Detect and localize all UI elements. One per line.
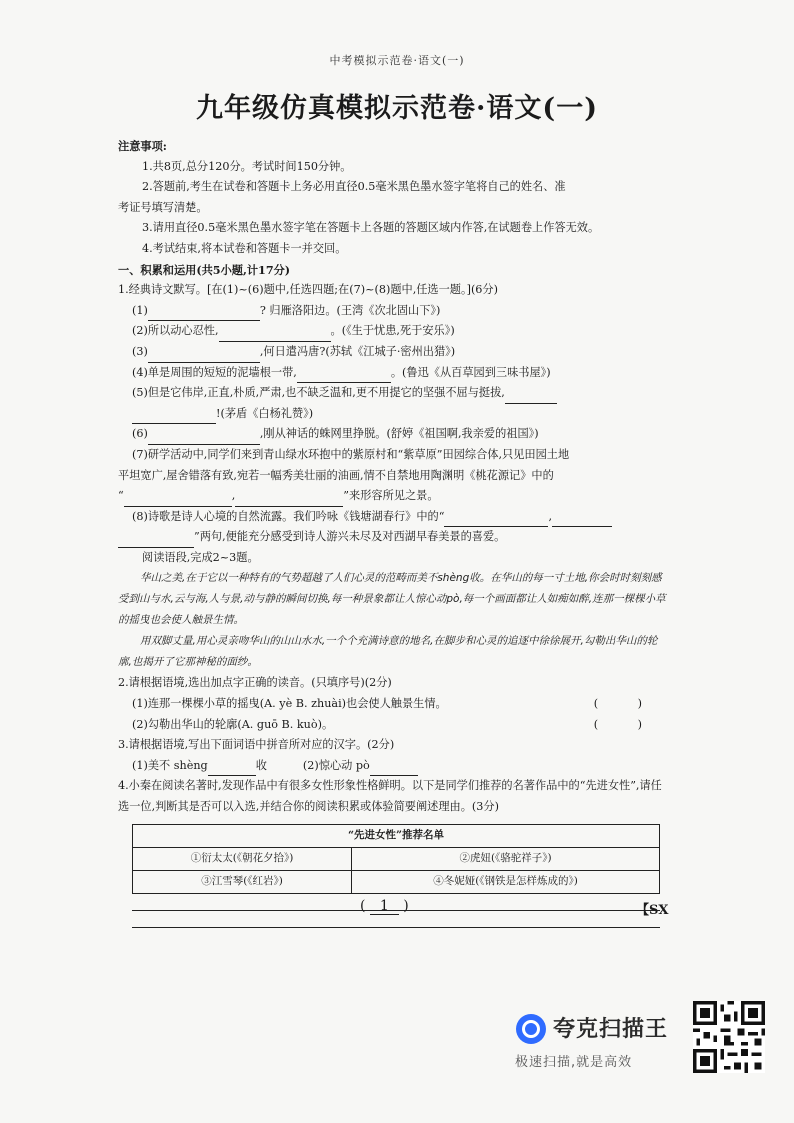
table-title: “先进女性”推荐名单 xyxy=(133,824,660,847)
answer-blank[interactable] xyxy=(552,513,612,527)
answer-blank[interactable] xyxy=(118,534,194,548)
q3-items: (1)美不 shèng 收 (2)惊心动 pò xyxy=(118,756,666,777)
notice-heading: 注意事项: xyxy=(118,139,167,153)
answer-blank[interactable] xyxy=(208,762,256,776)
answer-blank[interactable] xyxy=(444,513,548,527)
notice-item: 3.请用直径0.5毫米黑色墨水签字笔在答题卡上各题的答题区域内作答,在试题卷上作答无效。 xyxy=(142,221,600,235)
q1-item: (6) ,刚从神话的蛛网里挣脱。(舒婷《祖国啊,我亲爱的祖国》) xyxy=(118,424,666,445)
q1-item: (7)研学活动中,同学们来到青山绿水环抱中的紫原村和“紫草原”田园综合体,只见田园土地 xyxy=(132,447,570,461)
answer-blank[interactable] xyxy=(132,410,216,424)
question-3-stem: 3.请根据语境,写出下面词语中拼音所对应的汉字。(2分) xyxy=(118,738,395,752)
reading-passage: 华山之美,在于它以一种特有的气势超越了人们心灵的范畴而美不shèng收。在华山的每一寸土地,你会时时刻刻感受到山与水,云与海,人与景,动与静的瞬间切换,每一种景象都让人惊心动pò,每一个画面都让人如痴如醉,连那一棵棵小草的摇曳也会使人触景生情。 xyxy=(118,572,666,627)
answer-paren[interactable]: ( ) xyxy=(593,697,660,711)
q1-item: (8)诗歌是诗人心境的自然流露。我们吟咏《钱塘湖春行》中的“ , xyxy=(118,507,666,528)
paper-code: 【SX xyxy=(636,903,669,918)
notice-item: 1.共8页,总分120分。考试时间150分钟。 xyxy=(142,159,352,173)
qr-code-icon xyxy=(693,1001,765,1073)
question-1-stem: 1.经典诗文默写。[在(1)~(6)题中,任选四题;在(7)~(8)题中,任选一题。](6分) xyxy=(118,283,498,297)
answer-blank[interactable] xyxy=(148,307,260,321)
watermark-name: 夸克扫描王 xyxy=(553,1017,669,1042)
q1-item: ”两句,便能充分感受到诗人游兴未尽及对西湖早春美景的喜爱。 xyxy=(118,527,666,548)
answer-blank[interactable] xyxy=(370,762,418,776)
answer-paren[interactable]: ( ) xyxy=(593,717,660,731)
answer-blank[interactable] xyxy=(148,349,260,363)
quark-logo-icon xyxy=(516,1014,546,1044)
answer-blank[interactable] xyxy=(235,493,343,507)
q2-item: (2)勾勒出华山的轮廓(A. guō B. kuò)。 ( ) xyxy=(118,715,666,736)
answer-blank[interactable] xyxy=(148,431,260,445)
question-2-stem: 2.请根据语境,选出加点字正确的读音。(只填序号)(2分) xyxy=(118,676,392,690)
running-header: 中考模拟示范卷·语文(一) xyxy=(329,54,465,67)
section-heading: 一、积累和运用(共5小题,计17分) xyxy=(118,262,291,277)
q2-item: (1)连那一棵棵小草的摇曳(A. yè B. zhuài)也会使人触景生情。 ( ) xyxy=(118,694,666,715)
table-cell: ②虎妞(《骆驼祥子》) xyxy=(352,847,660,870)
q1-item: (2)所以动心忍性, 。(《生于忧患,死于安乐》) xyxy=(118,321,666,342)
table-cell: ③江雪琴(《红岩》) xyxy=(133,870,352,893)
notice-item: 考证号填写清楚。 xyxy=(118,200,208,214)
reading-intro: 阅读语段,完成2~3题。 xyxy=(142,550,259,564)
table-cell: ④冬妮娅(《钢铁是怎样炼成的》) xyxy=(352,870,660,893)
page-number: ( 1 ) xyxy=(360,898,409,914)
reading-passage: 用双脚丈量,用心灵亲吻华山的山山水水,一个个充满诗意的地名,在脚步和心灵的追逐中徐徐展开,勾勒出华山的轮廓,也揭开了它那神秘的面纱。 xyxy=(118,635,658,669)
q1-item: “ , ”来形容所见之景。 xyxy=(118,486,666,507)
q1-item: (3) ,何日遣冯唐?(苏轼《江城子·密州出猎》) xyxy=(118,342,666,363)
answer-blank[interactable] xyxy=(124,493,232,507)
page-title: 九年级仿真模拟示范卷·语文(一) xyxy=(196,93,598,124)
answer-blank[interactable] xyxy=(505,390,557,404)
table-cell: ①衍太太(《朝花夕拾》) xyxy=(133,847,352,870)
question-4-stem: 4.小秦在阅读名著时,发现作品中有很多女性形象性格鲜明。以下是同学们推荐的名著作品中的“先进女性”,请任选一位,判断其是否可以入选,并结合你的阅读积累或体验简要阐述理由。(3分) xyxy=(118,779,662,814)
recommendation-table xyxy=(132,824,660,894)
q1-item: !(茅盾《白杨礼赞》) xyxy=(118,404,666,425)
answer-blank[interactable] xyxy=(297,369,391,383)
exam-content xyxy=(118,136,666,928)
answer-blank[interactable] xyxy=(219,328,331,342)
q1-item: (4)单是周围的短短的泥墙根一带, 。(鲁迅《从百草园到三味书屋》) xyxy=(118,363,666,384)
notice-item: 2.答题前,考生在试卷和答题卡上务必用直径0.5毫米黑色墨水签字笔将自己的姓名、准 xyxy=(142,180,566,194)
q1-item: (1) ? 归雁洛阳边。(王湾《次北固山下》) xyxy=(118,301,666,322)
notice-item: 4.考试结束,将本试卷和答题卡一并交回。 xyxy=(142,241,347,255)
q1-item: 平坦宽广,屋舍错落有致,宛若一幅秀美壮丽的油画,情不自禁地用陶渊明《桃花源记》中的 xyxy=(118,468,554,482)
q1-item: (5)但是它伟岸,正直,朴质,严肃,也不缺乏温和,更不用提它的坚强不屈与挺拔, xyxy=(118,383,666,404)
watermark-slogan: 极速扫描,就是高效 xyxy=(515,1055,633,1070)
